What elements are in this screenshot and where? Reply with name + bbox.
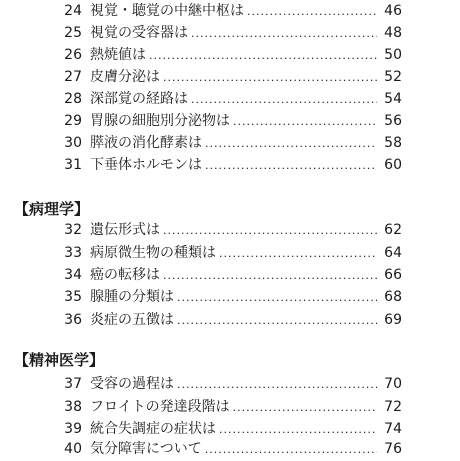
entry-number: 32 (64, 222, 82, 238)
entry-title: 下垂体ホルモンは (90, 157, 202, 173)
toc-entry[interactable] (52, 66, 402, 88)
entry-page-number: 69 (384, 312, 402, 328)
entry-number: 24 (64, 3, 82, 19)
dot-leader (177, 310, 377, 332)
toc-entry[interactable] (52, 0, 402, 22)
entry-number: 29 (64, 113, 82, 129)
entry-number: 30 (64, 135, 82, 151)
entry-page-number: 76 (384, 441, 402, 457)
entry-page-number: 46 (384, 3, 402, 19)
entry-number: 35 (64, 289, 82, 305)
entry-page-number: 54 (384, 91, 402, 107)
dot-leader (177, 287, 377, 309)
dot-leader (205, 439, 377, 461)
entry-title: 胃腺の細胞別分泌物は (90, 113, 230, 129)
entry-title: 癌の転移は (90, 267, 160, 283)
dot-leader (149, 45, 377, 67)
entry-page-number: 50 (384, 47, 402, 63)
entry-title: 皮膚分泌は (90, 69, 160, 85)
dot-leader (219, 243, 377, 265)
toc-entry[interactable] (52, 110, 402, 132)
entry-title: 統合失調症の症状は (90, 421, 216, 437)
dot-leader (191, 89, 377, 111)
dot-leader (191, 23, 377, 45)
entry-page-number: 66 (384, 267, 402, 283)
entry-title: 熱焼値は (90, 47, 146, 63)
entry-title: 炎症の五徴は (90, 312, 174, 328)
entry-title: フロイトの発達段階は (90, 399, 230, 415)
entry-title: 病原微生物の種類は (90, 245, 216, 261)
entry-number: 33 (64, 245, 82, 261)
toc-entry[interactable] (52, 373, 402, 395)
toc-entry[interactable] (52, 396, 402, 418)
entry-title: 視覚の受容器は (90, 25, 188, 41)
section-heading-pathology: 【病理学】 (14, 200, 90, 218)
entry-page-number: 64 (384, 245, 402, 261)
dot-leader (233, 111, 377, 133)
toc-entry[interactable] (52, 286, 402, 308)
entry-title: 気分障害について (90, 441, 202, 457)
dot-leader (163, 220, 377, 242)
entry-page-number: 70 (384, 376, 402, 392)
entry-number: 39 (64, 421, 82, 437)
toc-entry[interactable] (52, 242, 402, 264)
entry-number: 31 (64, 157, 82, 173)
entry-title: 膵液の消化酵素は (90, 135, 202, 151)
toc-entry[interactable] (52, 309, 402, 331)
entry-number: 36 (64, 312, 82, 328)
toc-entry[interactable] (52, 154, 402, 176)
entry-number: 38 (64, 399, 82, 415)
entry-page-number: 68 (384, 289, 402, 305)
entry-number: 27 (64, 69, 82, 85)
entry-title: 視覚・聴覚の中継中枢は (90, 3, 244, 19)
dot-leader (233, 397, 377, 419)
entry-number: 25 (64, 25, 82, 41)
toc-entry[interactable] (52, 88, 402, 110)
toc-entry[interactable] (52, 264, 402, 286)
entry-page-number: 72 (384, 399, 402, 415)
dot-leader (163, 67, 377, 89)
toc-entry[interactable] (52, 44, 402, 66)
dot-leader (247, 1, 377, 23)
entry-page-number: 60 (384, 157, 402, 173)
entry-title: 腺腫の分類は (90, 289, 174, 305)
dot-leader (177, 374, 377, 396)
entry-page-number: 74 (384, 421, 402, 437)
toc-entry[interactable] (52, 22, 402, 44)
dot-leader (205, 133, 377, 155)
entry-page-number: 58 (384, 135, 402, 151)
entry-title: 受容の過程は (90, 376, 174, 392)
entry-number: 28 (64, 91, 82, 107)
entry-number: 37 (64, 376, 82, 392)
dot-leader (205, 155, 377, 177)
entry-page-number: 52 (384, 69, 402, 85)
entry-number: 40 (64, 441, 82, 457)
dot-leader (163, 265, 377, 287)
entry-title: 遺伝形式は (90, 222, 160, 238)
entry-title: 深部覚の経路は (90, 91, 188, 107)
section-heading-psychiatry: 【精神医学】 (14, 351, 105, 369)
toc-entry[interactable] (52, 438, 402, 460)
entry-number: 26 (64, 47, 82, 63)
entry-page-number: 56 (384, 113, 402, 129)
toc-entry[interactable] (52, 418, 402, 440)
toc-entry[interactable] (52, 219, 402, 241)
entry-page-number: 48 (384, 25, 402, 41)
toc-entry[interactable] (52, 132, 402, 154)
entry-number: 34 (64, 267, 82, 283)
entry-page-number: 62 (384, 222, 402, 238)
